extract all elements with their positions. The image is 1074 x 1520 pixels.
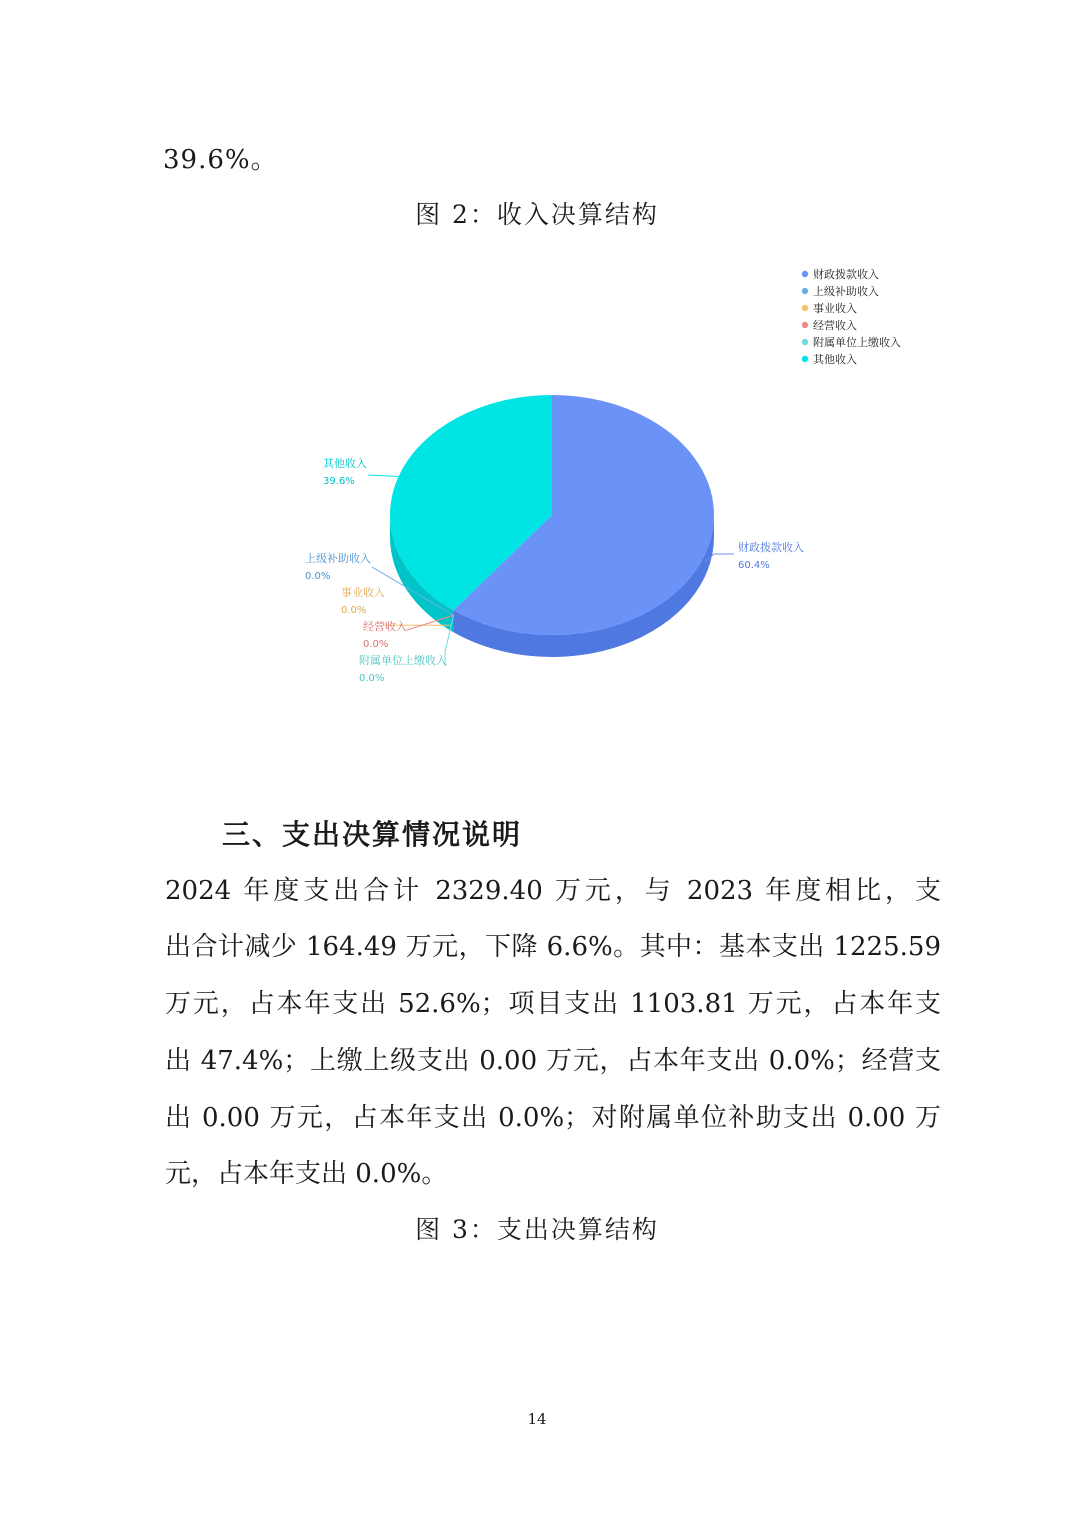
- slice-percent-label: 39.6%: [323, 476, 355, 487]
- slice-label: 附属单位上缴收入: [359, 654, 447, 667]
- income-structure-pie-chart: [0, 250, 1074, 710]
- page-number: 14: [527, 1410, 547, 1428]
- slice-label: 财政拨款收入: [738, 541, 804, 554]
- paragraph-line: 出合计减少 164.49 万元，下降 6.6%。其中：基本支出 1225.59: [165, 932, 941, 962]
- figure-3-caption: 图 3：支出决算结构: [415, 1215, 659, 1244]
- paragraph-line: 2024 年度支出合计 2329.40 万元，与 2023 年度相比，支: [165, 876, 941, 906]
- slice-label: 其他收入: [323, 457, 367, 470]
- pie-top-slices: [390, 395, 714, 635]
- figure-2-caption: 图 2：收入决算结构: [415, 200, 659, 229]
- legend-item-label[interactable]: 其他收入: [813, 353, 857, 366]
- slice-percent-label: 0.0%: [363, 639, 389, 650]
- legend-marker: [802, 339, 808, 345]
- slice-label: 经营收入: [363, 620, 407, 633]
- paragraph-line: 元，占本年支出 0.0%。: [165, 1159, 448, 1189]
- slice-percent-label: 0.0%: [305, 571, 331, 582]
- legend-item-label[interactable]: 事业收入: [813, 302, 857, 315]
- legend-item-label[interactable]: 财政拨款收入: [813, 268, 879, 281]
- legend-item-label[interactable]: 附属单位上缴收入: [813, 336, 901, 349]
- slice-percent-label: 0.0%: [359, 673, 385, 684]
- section-heading: 三、支出决算情况说明: [222, 818, 523, 851]
- slice-percent-label: 60.4%: [738, 560, 770, 571]
- chart-legend: [802, 267, 901, 366]
- paragraph-line: 出 47.4%；上缴上级支出 0.00 万元，占本年支出 0.0%；经营支: [165, 1046, 941, 1076]
- slice-percent-label: 0.0%: [341, 605, 367, 616]
- slice-label: 事业收入: [341, 586, 385, 599]
- paragraph-line: 出 0.00 万元，占本年支出 0.0%；对附属单位补助支出 0.00 万: [165, 1103, 941, 1133]
- previous-paragraph-tail: 39.6%。: [163, 145, 278, 175]
- legend-marker: [802, 322, 808, 328]
- paragraph-line: 万元，占本年支出 52.6%；项目支出 1103.81 万元，占本年支: [165, 989, 941, 1019]
- legend-marker: [802, 356, 808, 362]
- legend-marker: [802, 271, 808, 277]
- legend-item-label[interactable]: 经营收入: [813, 319, 857, 332]
- legend-marker: [802, 305, 808, 311]
- slice-label: 上级补助收入: [305, 552, 371, 565]
- leader-line-6: [368, 475, 399, 476]
- legend-item-label[interactable]: 上级补助收入: [813, 285, 879, 298]
- legend-marker: [802, 288, 808, 294]
